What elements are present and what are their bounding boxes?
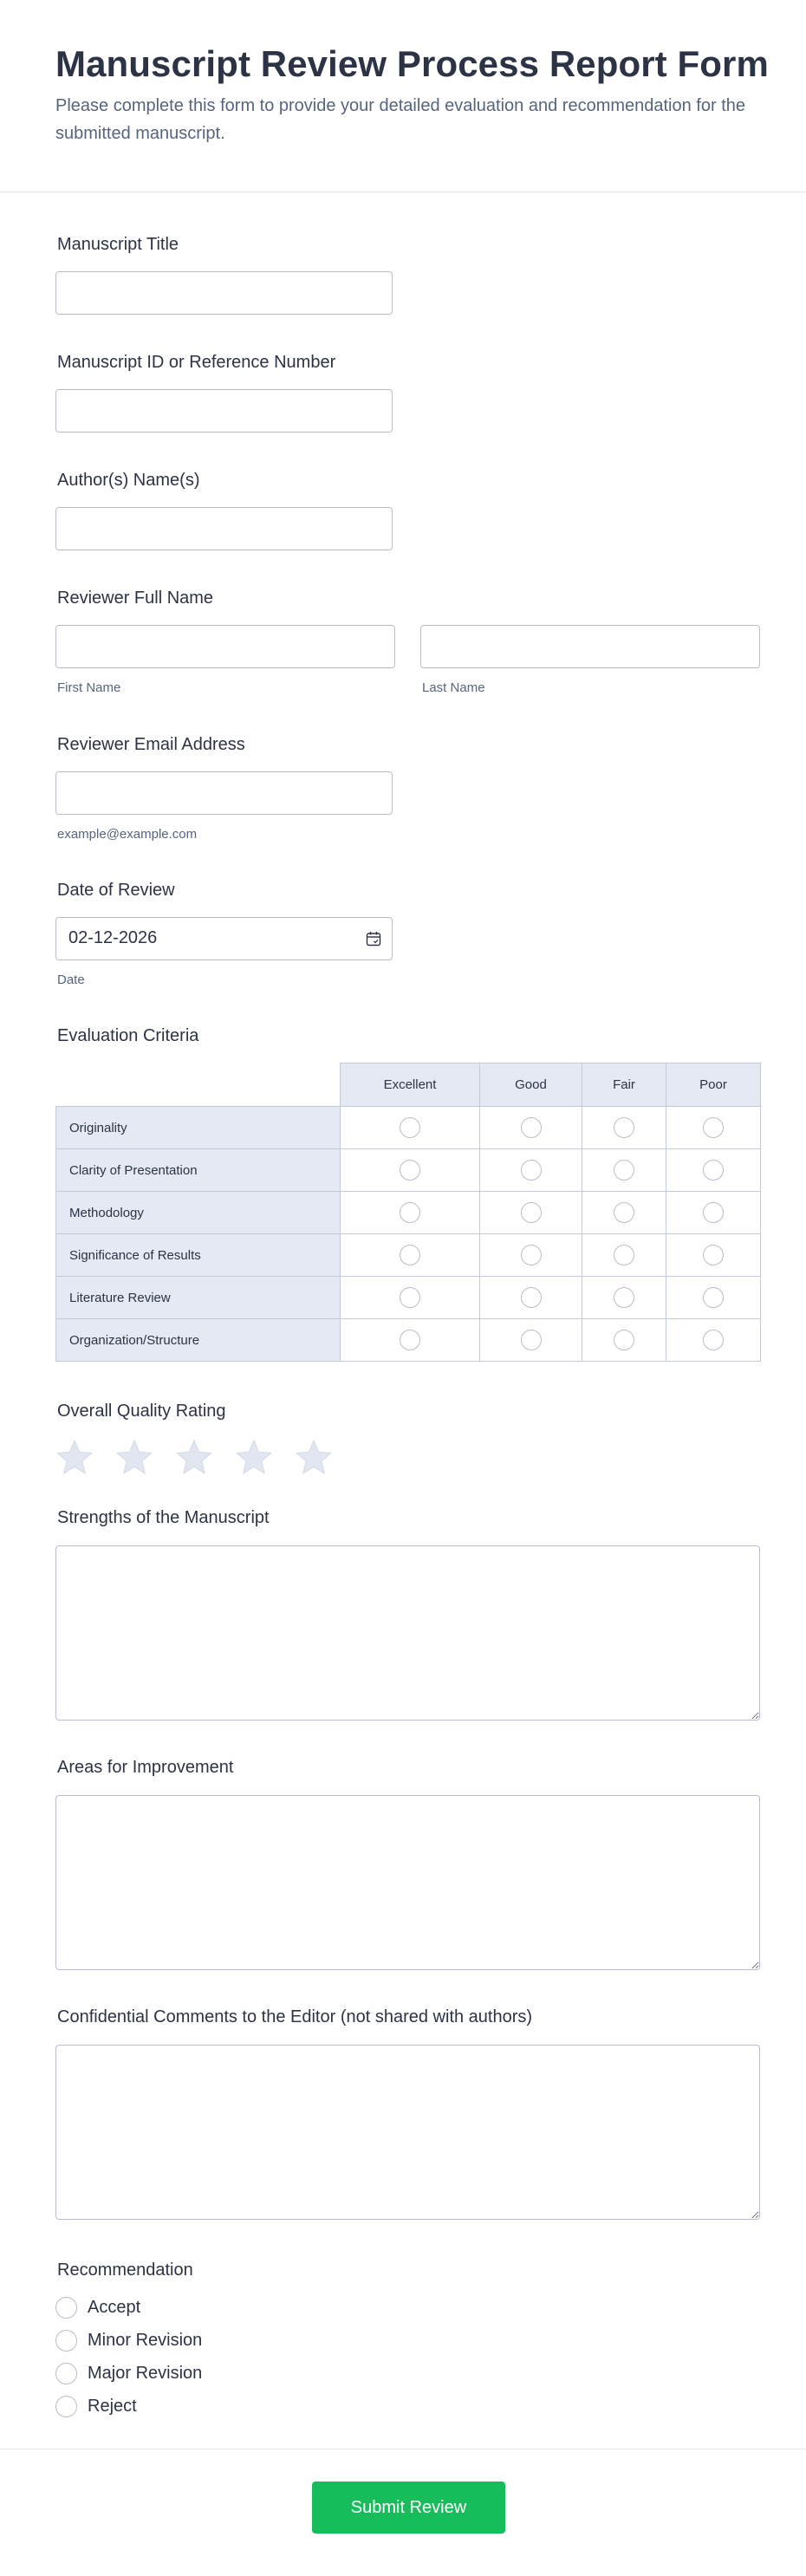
form-header — [0, 0, 806, 192]
recommendation-option-label: Accept — [88, 2298, 141, 2317]
matrix-radio[interactable] — [703, 1202, 724, 1223]
matrix-column-header: Fair — [582, 1064, 666, 1107]
manuscript-title-label: Manuscript Title — [57, 235, 179, 254]
reviewer-email-label: Reviewer Email Address — [57, 735, 245, 754]
matrix-row-label: Organization/Structure — [56, 1319, 341, 1362]
star-icon[interactable] — [295, 1438, 333, 1476]
matrix-column-header: Poor — [666, 1064, 761, 1107]
star-icon[interactable] — [175, 1438, 213, 1476]
calendar-icon[interactable] — [366, 931, 381, 946]
radio-button[interactable] — [55, 2396, 77, 2417]
review-date-value: 02-12-2026 — [68, 928, 158, 947]
strengths-label: Strengths of the Manuscript — [57, 1508, 270, 1527]
matrix-radio[interactable] — [614, 1117, 634, 1138]
star-rating — [55, 1438, 354, 1476]
reviewer-email-input[interactable] — [55, 771, 393, 815]
matrix-radio[interactable] — [521, 1330, 542, 1350]
evaluation-matrix — [55, 1063, 761, 1362]
evaluation-label: Evaluation Criteria — [57, 1026, 199, 1045]
matrix-radio[interactable] — [614, 1287, 634, 1308]
recommendation-option-minor[interactable] — [55, 2330, 202, 2352]
matrix-row — [56, 1277, 761, 1319]
matrix-radio[interactable] — [400, 1330, 420, 1350]
matrix-row-label: Originality — [56, 1107, 341, 1149]
recommendation-option-label: Major Revision — [88, 2364, 203, 2383]
manuscript-id-label: Manuscript ID or Reference Number — [57, 353, 336, 372]
matrix-row — [56, 1192, 761, 1234]
recommendation-option-label: Minor Revision — [88, 2331, 203, 2350]
radio-button[interactable] — [55, 2330, 77, 2352]
first-name-sublabel: First Name — [57, 680, 121, 695]
matrix-row — [56, 1319, 761, 1362]
matrix-radio[interactable] — [703, 1245, 724, 1265]
radio-button[interactable] — [55, 2297, 77, 2319]
authors-label: Author(s) Name(s) — [57, 471, 200, 490]
matrix-row — [56, 1234, 761, 1277]
matrix-radio[interactable] — [400, 1245, 420, 1265]
date-sublabel: Date — [57, 973, 85, 987]
matrix-radio[interactable] — [400, 1202, 420, 1223]
recommendation-option-accept[interactable] — [55, 2297, 140, 2319]
star-icon[interactable] — [55, 1438, 94, 1476]
manuscript-title-input[interactable] — [55, 271, 393, 315]
recommendation-label: Recommendation — [57, 2261, 193, 2280]
matrix-radio[interactable] — [614, 1245, 634, 1265]
email-sublabel: example@example.com — [57, 827, 198, 842]
matrix-radio[interactable] — [703, 1117, 724, 1138]
strengths-textarea[interactable] — [55, 1545, 760, 1721]
matrix-row-label: Methodology — [56, 1192, 341, 1234]
manuscript-id-input[interactable] — [55, 389, 393, 433]
form-subtitle: Please complete this form to provide your detailed evaluation and recommendation for the submitted manuscript. — [55, 96, 746, 143]
submit-button[interactable]: Submit Review — [312, 2482, 505, 2534]
last-name-sublabel: Last Name — [422, 680, 485, 695]
matrix-radio[interactable] — [614, 1330, 634, 1350]
matrix-radio[interactable] — [521, 1287, 542, 1308]
authors-input[interactable] — [55, 507, 393, 550]
review-date-label: Date of Review — [57, 881, 175, 900]
matrix-row — [56, 1107, 761, 1149]
matrix-row — [56, 1149, 761, 1192]
matrix-radio[interactable] — [400, 1160, 420, 1181]
matrix-radio[interactable] — [400, 1117, 420, 1138]
matrix-radio[interactable] — [521, 1160, 542, 1181]
matrix-radio[interactable] — [521, 1202, 542, 1223]
matrix-radio[interactable] — [703, 1287, 724, 1308]
improvement-textarea[interactable] — [55, 1795, 760, 1970]
matrix-radio[interactable] — [521, 1117, 542, 1138]
rating-label: Overall Quality Rating — [57, 1402, 226, 1421]
matrix-column-header: Excellent — [341, 1064, 480, 1107]
review-date-input[interactable] — [55, 917, 393, 960]
recommendation-option-reject[interactable] — [55, 2396, 137, 2417]
reviewer-name-label: Reviewer Full Name — [57, 589, 214, 608]
last-name-input[interactable] — [420, 625, 760, 668]
confidential-textarea[interactable] — [55, 2045, 760, 2220]
matrix-radio[interactable] — [703, 1160, 724, 1181]
star-icon[interactable] — [115, 1438, 153, 1476]
radio-button[interactable] — [55, 2363, 77, 2384]
recommendation-option-major[interactable] — [55, 2363, 202, 2384]
confidential-label: Confidential Comments to the Editor (not shared with authors) — [57, 2007, 533, 2026]
matrix-radio[interactable] — [614, 1202, 634, 1223]
matrix-row-label: Literature Review — [56, 1277, 341, 1319]
star-icon[interactable] — [235, 1438, 273, 1476]
first-name-input[interactable] — [55, 625, 395, 668]
matrix-radio[interactable] — [703, 1330, 724, 1350]
improvement-label: Areas for Improvement — [57, 1758, 234, 1777]
matrix-row-label: Significance of Results — [56, 1234, 341, 1277]
recommendation-option-label: Reject — [88, 2397, 137, 2416]
form-title: Manuscript Review Process Report Form — [55, 43, 769, 84]
matrix-corner — [56, 1064, 341, 1107]
matrix-column-header: Good — [480, 1064, 582, 1107]
matrix-radio[interactable] — [614, 1160, 634, 1181]
matrix-row-label: Clarity of Presentation — [56, 1149, 341, 1192]
matrix-radio[interactable] — [400, 1287, 420, 1308]
matrix-radio[interactable] — [521, 1245, 542, 1265]
